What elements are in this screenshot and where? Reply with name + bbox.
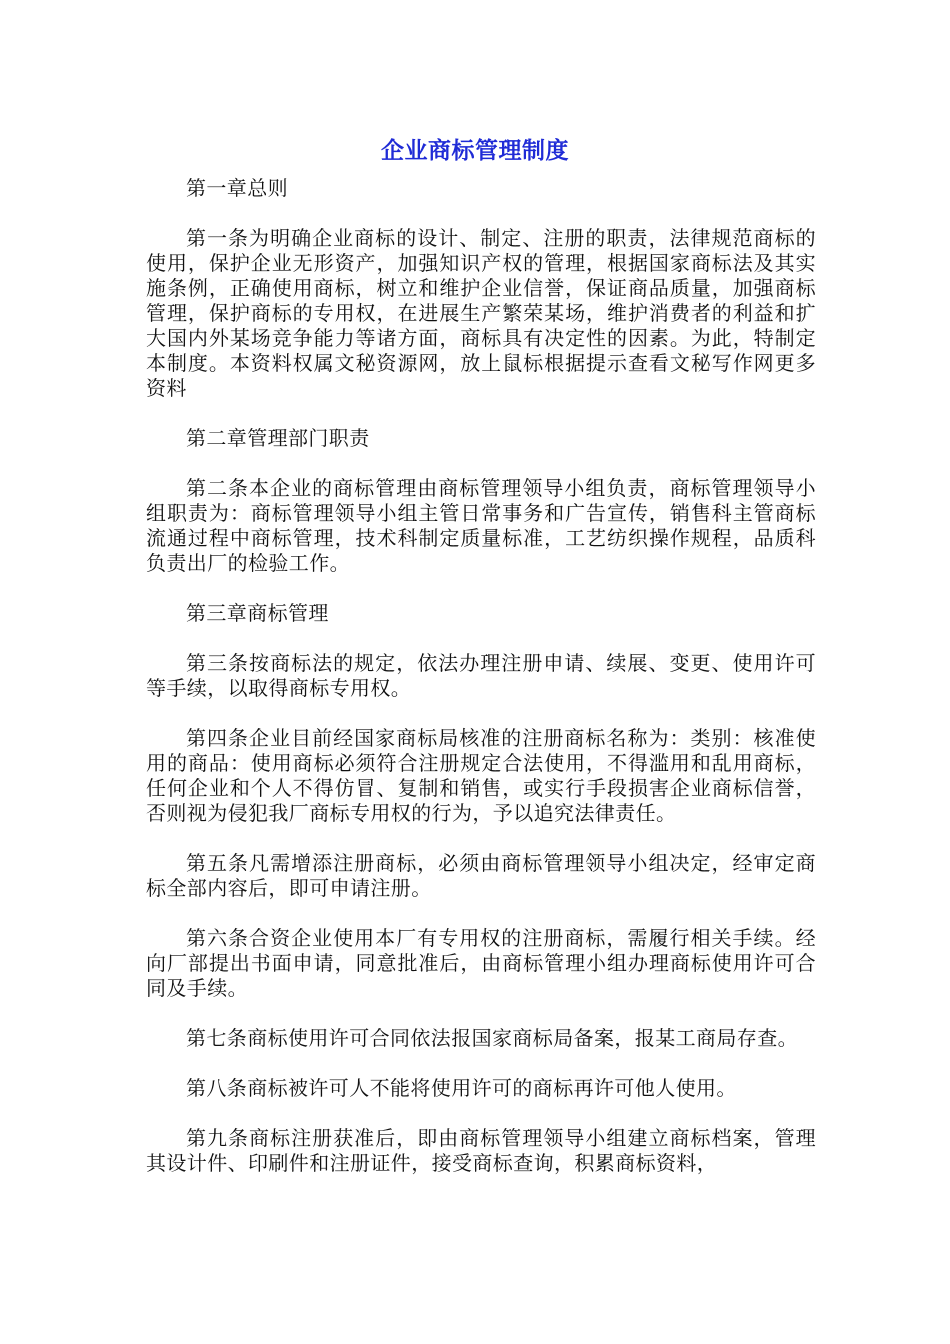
document-title: 企业商标管理制度 bbox=[381, 138, 569, 164]
article-paragraph: 第二条本企业的商标管理由商标管理领导小组负责，商标管理领导小组职责为：商标管理领导小组主管日常事务和广告宣传，销售科主管商标流通过程中商标管理，技术科制定质量标准，工艺纺织操作规程，品质科负责出厂的检验工作。 bbox=[146, 476, 816, 575]
chapter-heading: 第二章管理部门职责 bbox=[186, 426, 370, 450]
article-paragraph: 第一条为明确企业商标的设计、制定、注册的职责，法律规范商标的使用，保护企业无形资产，加强知识产权的管理，根据国家商标法及其实施条例，正确使用商标，树立和维护企业信誉，保证商品质量，加强商标管理，保护商标的专用权，在进展生产繁荣某场，维护消费者的利益和扩大国内外某场竞争能力等诸方面，商标具有决定性的因素。为此，特制定本制度。本资料权属文秘资源网，放上鼠标根据提示查看文秘写作网更多资料 bbox=[146, 226, 816, 400]
article-paragraph: 第三条按商标法的规定，依法办理注册申请、续展、变更、使用许可等手续，以取得商标专用权。 bbox=[146, 651, 816, 700]
article-paragraph: 第八条商标被许可人不能将使用许可的商标再许可他人使用。 bbox=[186, 1076, 737, 1100]
article-paragraph: 第五条凡需增添注册商标，必须由商标管理领导小组决定，经审定商标全部内容后，即可申请注册。 bbox=[146, 851, 816, 900]
chapter-heading: 第一章总则 bbox=[186, 176, 288, 200]
chapter-heading: 第三章商标管理 bbox=[186, 601, 329, 625]
article-paragraph: 第四条企业目前经国家商标局核准的注册商标名称为：类别：核准使用的商品：使用商标必须符合注册规定合法使用，不得滥用和乱用商标，任何企业和个人不得仿冒、复制和销售，或实行手段损害企业商标信誉，否则视为侵犯我厂商标专用权的行为，予以追究法律责任。 bbox=[146, 726, 816, 825]
document-body bbox=[146, 176, 816, 1176]
article-paragraph: 第七条商标使用许可合同依法报国家商标局备案，报某工商局存查。 bbox=[186, 1026, 798, 1050]
article-paragraph: 第六条合资企业使用本厂有专用权的注册商标，需履行相关手续。经向厂部提出书面申请，同意批准后，由商标管理小组办理商标使用许可合同及手续。 bbox=[146, 926, 816, 1000]
article-paragraph: 第九条商标注册获准后，即由商标管理领导小组建立商标档案，管理其设计件、印刷件和注册证件，接受商标查询，积累商标资料， bbox=[146, 1126, 816, 1175]
